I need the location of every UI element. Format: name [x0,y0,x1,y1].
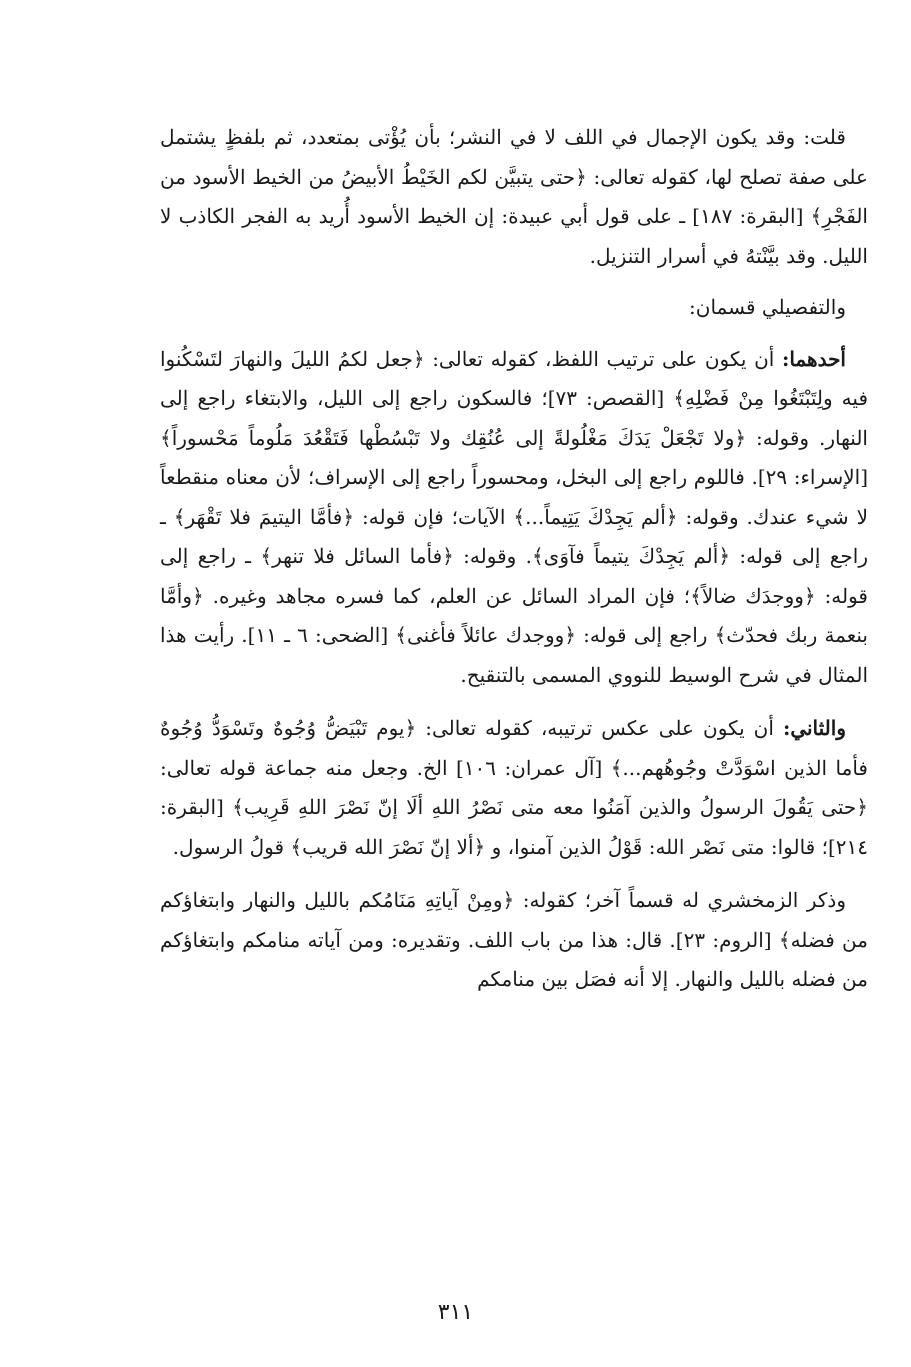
paragraph-5-text: وذكر الزمخشري له قسماً آخر؛ كقوله: ﴿ومِنْ آياتِهِ مَنَامُكم بالليل والنهار وابتغاؤكم من فضله﴾ [الروم: ٢٣]. قال: هذا من باب اللف. وتقديره: ومن آياته منامكم وابتغاؤكم من فضله بالليل والنهار. إلا أنه فصَل بين منامكم [160,888,868,991]
page-body [160,118,868,1000]
paragraph-1-text: قلت: وقد يكون الإجمال في اللف لا في النشر؛ بأن يُؤْتى بمتعدد، ثم بلفظٍ يشتمل على صفة تصلح لها، كقوله تعالى: ﴿حتى يتبيَّن لكم الخَيْطُ الأبيضُ من الخيط الأسود من الفَجْرِ﴾ [البقرة: ١٨٧] ـ على قول أبي عبيدة: إن الخيط الأسود أُريد به الفجر الكاذب لا الليل. وقد بيَّنْتهُ في أسرار التنزيل. [160,125,868,268]
paragraph-4-text: أن يكون على عكس ترتيبه، كقوله تعالى: ﴿يوم تَبْيَضُّ وُجُوهٌ وتَسْوَدُّ وُجُوهٌ فأما الذين اسْوَدَّتْ وجُوهُهم...﴾ [آل عمران: ١٠٦] الخ. وجعل منه جماعة قوله تعالى: ﴿حتى يَقُولَ الرسولُ والذين آمَنُوا معه متى نَصْرُ اللهِ ألَا إنّ نَصْرَ اللهِ قَرِيب﴾ [البقرة: ٢١٤]؛ قالوا: متى نَصْر الله: قَوْلُ الذين آمنوا، و ﴿ألا إنّ نَصْرَ الله قريب﴾ قولُ الرسول. [160,716,868,859]
paragraph-3-text: أن يكون على ترتيب اللفظ، كقوله تعالى: ﴿جعل لكمُ الليلَ والنهارَ لتَسْكُنوا فيه ولِتَبْتَغُوا مِنْ فَضْلِهِ﴾ [القصص: ٧٣]؛ فالسكون راجع إلى الليل، والابتغاء راجع إلى النهار. وقوله: ﴿ولا تَجْعَلْ يَدَكَ مَغْلُولةً إلى عُنُقِك ولا تَبْسُطْها فَتَقْعُدَ مَلُوماً مَحْسوراً﴾ [الإسراء: ٢٩]. فاللوم راجع إلى البخل، ومحسوراً راجع إلى الإسراف؛ لأن معناه منقطعاً لا شيء عندك. وقوله: ﴿ألم يَجِدْكَ يَتِيماً...﴾ الآيات؛ فإن قوله: ﴿فأمَّا اليتيمَ فلا تَقْهَر﴾ ـ راجع إلى قوله: ﴿ألم يَجِدْكَ يتيماً فآوَى﴾. وقوله: ﴿فأما السائل فلا تنهر﴾ ـ راجع إلى قوله: ﴿ووجدَك ضالاً﴾؛ فإن المراد السائل عن العلم، كما فسره مجاهد وغيره. ﴿وأمَّا بنعمة ربك فحدّث﴾ راجع إلى قوله: ﴿ووجدك عائلاً فأغنى﴾ [الضحى: ٦ ـ ١١]. رأيت هذا المثال في شرح الوسيط للنووي المسمى بالتنقيح. [160,346,869,687]
paragraph-4 [160,709,868,867]
paragraph-4-lead: والثاني: [782,716,846,740]
paragraph-5 [160,881,868,1000]
paragraph-1 [160,118,868,276]
paragraph-2-text: والتفصيلي قسمان: [689,295,846,319]
paragraph-3-lead: أحدهما: [781,346,846,371]
page-number: ٣١١ [437,1300,474,1325]
paragraph-2 [160,288,868,328]
paragraph-3 [160,340,868,696]
